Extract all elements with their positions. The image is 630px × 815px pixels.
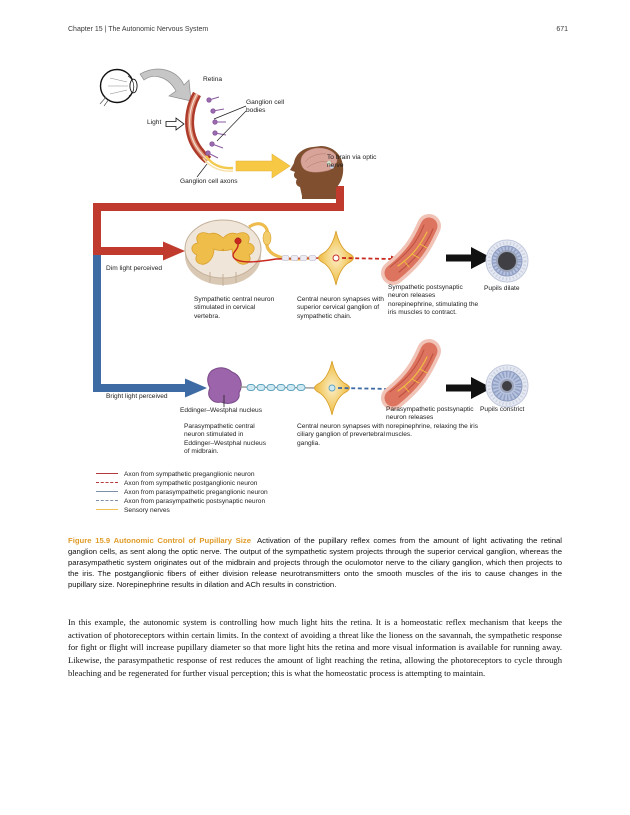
figure-caption-heading: Figure 15.9 Autonomic Control of Pupillary Size	[68, 536, 251, 545]
parasympathetic-pathway-line	[97, 255, 207, 398]
result-arrow-row1	[446, 247, 492, 269]
label-parasympathetic-central: Parasympathetic central neuron stimulated in Eddinger–Westphal nucleus of midbrain.	[184, 423, 266, 456]
figure-caption	[68, 535, 562, 590]
legend-item-parasympathetic-postsynaptic: Axon from parasympathetic postsynaptic neuron	[96, 497, 268, 506]
label-to-brain: To brain via optic nerve	[327, 154, 377, 170]
light-arrow	[166, 118, 184, 130]
legend-item-sympathetic-postganglionic: Axon from sympathetic postganglionic neuron	[96, 479, 268, 488]
label-central-neuron-sympathetic: Central neuron synapses with superior cervical ganglion of sympathetic chain.	[297, 296, 384, 320]
parasympathetic-preganglionic-axon	[240, 385, 316, 391]
label-sympathetic-central: Sympathetic central neuron stimulated in cervical vertebra.	[194, 296, 275, 320]
chapter-header: Chapter 15 | The Autonomic Nervous System	[68, 26, 209, 33]
legend-line-solid-red	[96, 473, 118, 474]
pupil-dilated-illustration	[486, 240, 528, 282]
eye-illustration	[100, 70, 137, 107]
eddinger-westphal-nucleus	[208, 368, 241, 407]
label-retina: Retina	[203, 76, 223, 83]
label-bright-light: Bright light perceived	[106, 393, 168, 400]
result-arrow-row2	[446, 377, 492, 399]
legend-item-parasympathetic-preganglionic: Axon from parasympathetic preganglionic neuron	[96, 488, 268, 497]
legend-line-dashed-blue	[96, 500, 118, 501]
ganglion-cell-bodies-illustration	[206, 97, 226, 158]
legend-item-sensory-nerves: Sensory nerves	[96, 506, 268, 515]
to-brain-arrow	[236, 154, 290, 178]
label-light: Light	[147, 119, 162, 126]
magnify-arrow	[140, 69, 191, 101]
pupil-constricted-illustration	[486, 365, 528, 407]
legend-line-solid-yellow	[96, 509, 118, 510]
label-ew-nucleus: Eddinger–Westphal nucleus	[180, 407, 262, 414]
label-ganglion-cell-bodies: Ganglion cell bodies	[246, 99, 285, 115]
legend-line-dashed-red	[96, 482, 118, 483]
label-central-neuron-parasympathetic: Central neuron synapses with ciliary ganglion of prevertebral ganglia.	[297, 423, 385, 447]
page-number: 671	[556, 26, 568, 33]
label-parasympathetic-postsynaptic: Parasympathetic postsynaptic neuron releases norepinephrine, relaxing the iris muscles.	[386, 406, 479, 439]
figure-caption-text: Activation of the pupillary reflex comes from the amount of light activating the retinal ganglion cells, as sent along the optic nerve. The output of the sympathetic system projects through the superior cervical ganglion, whereas the parasympathetic system originates out of the midbrain and projects through the oculomotor nerve to the ciliary ganglion, which then projects to the iris. The postganglionic fibers of either division release neurotransmitters onto the smooth muscles of the iris to cause changes in the pupillary size. Norepinephrine results in dilation and ACh results in constriction.	[68, 536, 562, 589]
figure-legend	[96, 470, 268, 515]
body-paragraph: In this example, the autonomic system is controlling how much light hits the retina. It is a homeostatic reflex mechanism that keeps the activation of photoreceptors within certain limits. In the context of avoiding a threat like the lioness on the savannah, the sympathetic response for fight or flight will increase pupillary diameter so that more light hits the retina and more visual information is available for running away. Likewise, the parasympathetic response of rest reduces the amount of light reaching the retina, allowing the photoreceptors to cycle through bleaching and be regenerated for further visual perception; this is what the homeostatic process is attempting to maintain.	[68, 617, 562, 678]
label-pupils-dilate: Pupils dilate	[484, 285, 520, 292]
iris-muscle-row1	[390, 225, 433, 273]
label-dim-light: Dim light perceived	[106, 265, 163, 272]
label-ganglion-cell-axons: Ganglion cell axons	[180, 178, 238, 185]
iris-muscle-row2	[390, 350, 433, 398]
sympathetic-neuron-soma	[235, 238, 241, 244]
legend-item-sympathetic-preganglionic: Axon from sympathetic preganglionic neuron	[96, 470, 268, 479]
label-sympathetic-postsynaptic: Sympathetic postsynaptic neuron releases norepinephrine, stimulating the iris muscles to contract.	[388, 284, 479, 317]
spinal-cord-illustration	[185, 220, 320, 286]
sensory-axons	[203, 156, 233, 171]
legend-line-solid-blue	[96, 491, 118, 492]
label-pupils-constrict: Pupils constrict	[480, 406, 525, 413]
